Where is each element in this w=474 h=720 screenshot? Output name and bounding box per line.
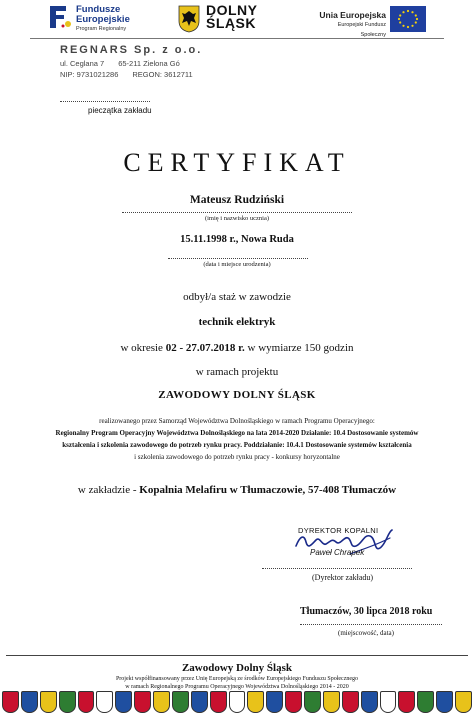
crest-icon [115,691,132,713]
workplace-name: Kopalnia Melafiru w Tłumaczowie, 57-408 Tłumaczów [139,484,397,496]
unia-europejska-logo: Unia Europejska Europejski Fundusz Społeczny [319,10,386,38]
company-street: ul. Ceglana 7 [60,59,105,68]
crest-icon [229,691,246,713]
crest-icon [153,691,170,713]
birth-caption: (data i miejsce urodzenia) [203,261,271,268]
project-name: ZAWODOWY DOLNY ŚLĄSK [158,389,316,401]
place-dotted-line [300,624,442,625]
crest-icon [172,691,189,713]
crest-icon [285,691,302,713]
crest-icon [247,691,264,713]
crest-icon [134,691,151,713]
crest-icon [455,691,472,713]
internship-text: odbył/a staż w zawodzie [183,291,291,303]
municipal-crests-row [2,691,472,719]
place-date: Tłumaczów, 30 lipca 2018 roku [300,606,433,617]
company-nip: NIP: 9731021286 [60,70,119,79]
birth-date-place: 15.11.1998 r., Nowa Ruda [180,234,294,245]
stamp-caption: pieczątka zakładu [88,106,152,115]
workplace: w zakładzie - Kopalnia Melafiru w Tłumaczowie, 57-408 Tłumaczów [77,484,397,496]
crest-icon [59,691,76,713]
signature-dotted-line [262,568,412,569]
name-dotted-line [122,212,352,213]
crest-icon [266,691,283,713]
company-name: REGNARS Sp. z o.o. [60,44,203,56]
crest-icon [96,691,113,713]
eu-flag-icon [390,6,426,32]
footer-divider [6,655,468,656]
birth-dotted-line [168,258,308,259]
profession: technik elektryk [198,316,276,328]
crest-icon [78,691,95,713]
crest-icon [436,691,453,713]
fundusze-europejskie-logo-icon [46,4,72,30]
crest-icon [2,691,19,713]
handwritten-signature-icon [290,524,400,564]
dolny-slask-logo: DOLNY ŚLĄSK [206,2,258,31]
crest-icon [304,691,321,713]
crest-icon [40,691,57,713]
crest-icon [361,691,378,713]
crest-icon [210,691,227,713]
header-divider [30,38,444,39]
place-caption: (miejscowość, data) [338,629,394,637]
director-stamp-title: DYREKTOR KOPALNI [298,526,379,535]
stamp-dotted-line [60,101,150,102]
period-dates: 02 - 27.07.2018 r. [165,342,245,354]
project-description: realizowanego przez Samorząd Województwa Dolnośląskiego w ramach Programu Operacyjnego: Regionalny Program Operacyjny Województwa Dolnośląskiego na lata 2014-2020 Działanie: 10.4 Dostosowanie systemów kształcenia i szkolenia zawodowego do potrzeb rynku pracy. Poddziałanie: 10.4.1 Dostosowanie systemów kształcenia i szkolenia zawodowego do potrzeb rynku pracy - konkursy horyzontalne [55,417,419,461]
internship-period: w okresie 02 - 27.07.2018 r. w wymiarze 150 godzin [120,342,354,354]
fundusze-europejskie-logo: Fundusze Europejskie Program Regionalny [76,4,130,32]
student-name: Mateusz Rudziński [189,194,285,206]
crest-icon [398,691,415,713]
name-caption: (imię i nazwisko ucznia) [204,215,270,222]
crest-icon [380,691,397,713]
company-stamp [60,44,202,79]
footer-text: Projekt współfinansowany przez Unię Europejską ze środków Europejskiego Funduszu Społecznego w ramach Regionalnego Programu Operacyjnego Województwa Dolnośląskiego 2014 - 2020 [115,676,359,690]
crest-icon [21,691,38,713]
company-regon: REGON: 3612711 [132,70,193,79]
signature-caption: (Dyrektor zakładu) [312,573,374,582]
certificate-title: CERTYFIKAT [123,148,351,177]
company-city: 65-211 Zielona Gó [118,59,180,68]
crest-icon [323,691,340,713]
footer-title: Zawodowy Dolny Śląsk [181,662,293,674]
dolny-slask-eagle-icon [178,5,200,33]
project-text: w ramach projektu [195,366,279,378]
crest-icon [191,691,208,713]
crest-icon [342,691,359,713]
director-name: Paweł Chrapek [310,548,365,557]
crest-icon [417,691,434,713]
